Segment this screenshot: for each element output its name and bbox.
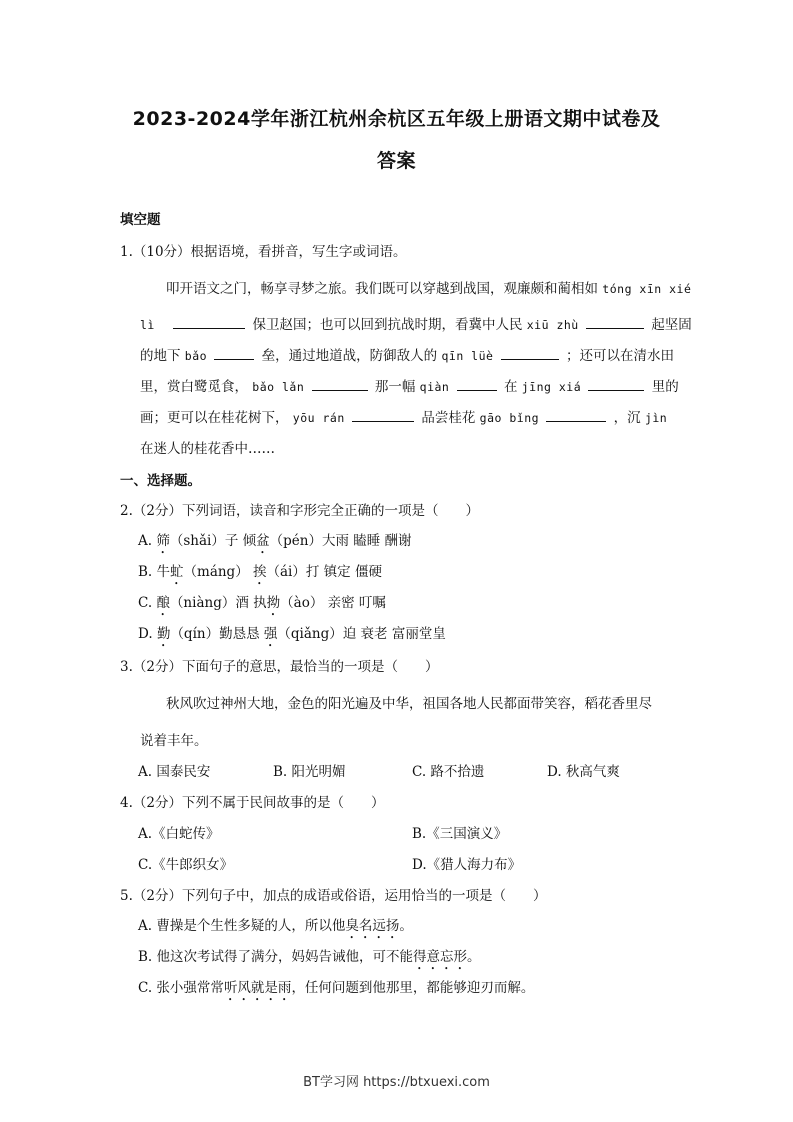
q1-pinyin: gāo bǐng: [479, 411, 540, 425]
option-text: （qiǎng）迫 衰老 富丽堂皇: [277, 626, 446, 642]
q1-answer-blank[interactable]: [312, 378, 368, 391]
q1-text: ；还可以在清水田: [566, 348, 675, 364]
q1-text: 那一幅: [374, 379, 416, 395]
site-footer[interactable]: BT学习网 https://btxuexi.com: [303, 1075, 490, 1090]
q5-option-a[interactable]: [138, 914, 413, 942]
dotted-char: 筛: [156, 533, 170, 549]
q1-passage-line2: [140, 313, 692, 333]
q1-passage-line4: [140, 375, 679, 395]
doc-title-line1: 2023-2024学年浙江杭州余杭区五年级上册语文期中试卷及: [132, 108, 661, 130]
q5-option-b[interactable]: [138, 945, 481, 973]
q1-stem: 1.（10分）根据语境，看拼音，写生字或词语。: [120, 244, 407, 260]
option-text: （pén）大雨 瞌睡 酬谢: [269, 533, 412, 549]
q1-text: 起坚固: [651, 317, 692, 333]
option-letter: C.: [138, 595, 157, 611]
option-text: A. 曹操是个生性多疑的人，所以他: [138, 918, 346, 934]
dotted-char: 挨: [253, 564, 267, 580]
q4-option-b[interactable]: B.《三国演义》: [412, 826, 508, 842]
dotted-phrase: 得意忘形: [413, 949, 468, 965]
option-letter: B. 牛: [138, 564, 171, 580]
option-text: C. 张小强常常: [138, 980, 224, 996]
option-text: 。: [399, 918, 413, 934]
q1-text: 垒，通过地道战，防御敌人的: [261, 348, 438, 364]
q1-answer-blank[interactable]: [173, 316, 245, 329]
q2-option-a[interactable]: [138, 529, 412, 557]
dotted-char: 拗: [266, 595, 281, 611]
option-letter: D.: [138, 626, 157, 642]
q1-pinyin: yōu rán: [292, 411, 345, 425]
section-choice-heading: 一、选择题。: [120, 473, 201, 489]
q1-pinyin: xiū zhù: [526, 318, 579, 332]
option-text: （ái）打 镇定 僵硬: [266, 564, 382, 580]
doc-title-line2: 答案: [376, 150, 416, 172]
q3-option-a[interactable]: A. 国泰民安: [138, 764, 211, 780]
option-text: 。: [467, 949, 481, 965]
q1-passage-line6: 在迷人的桂花香中……: [140, 441, 275, 457]
dotted-char: 勤: [156, 626, 171, 642]
q1-text: ，沉: [613, 410, 641, 426]
q1-text: 在: [503, 379, 518, 395]
q1-text: 的地下: [140, 348, 181, 364]
q1-passage-line3: [140, 344, 674, 364]
option-text: ，任何问题到他那里，都能够迎刃而解。: [291, 980, 535, 996]
q1-answer-blank[interactable]: [214, 347, 254, 360]
q1-answer-blank[interactable]: [352, 409, 414, 422]
q2-option-c[interactable]: [138, 591, 386, 619]
q1-text: 品尝桂花: [421, 410, 476, 426]
q5-option-c[interactable]: [138, 976, 534, 1004]
option-text: （máng）: [183, 564, 253, 580]
q3-option-c[interactable]: C. 路不拾遗: [412, 764, 485, 780]
q1-answer-blank[interactable]: [586, 316, 644, 329]
q2-option-b[interactable]: [138, 560, 382, 588]
q1-passage-line1: [166, 277, 691, 297]
q1-answer-blank[interactable]: [501, 347, 559, 360]
option-text: （shǎi）子 倾: [169, 533, 257, 549]
dotted-char: 强: [263, 626, 278, 642]
option-letter: A.: [138, 533, 157, 549]
q1-text: 里的: [651, 379, 679, 395]
q1-text: 画；更可以在桂花树下，: [140, 410, 289, 426]
dotted-char: 酿: [156, 595, 170, 611]
q1-text: 叩开语文之门，畅享寻梦之旅。我们既可以穿越到战国，观廉颇和蔺相如: [166, 281, 598, 297]
q4-stem: 4.（2分）下列不属于民间故事的是（ ）: [120, 795, 385, 811]
q1-answer-blank[interactable]: [546, 409, 606, 422]
option-text: （ào） 亲密 叮嘱: [280, 595, 386, 611]
q4-option-a[interactable]: A.《白蛇传》: [138, 826, 220, 842]
q1-pinyin: bǎo: [184, 349, 208, 363]
q1-pinyin: tóng xīn xié: [602, 282, 692, 296]
q1-pinyin: jìn: [644, 411, 668, 425]
q4-option-d[interactable]: D.《猎人海力布》: [412, 857, 522, 873]
q3-stem: 3.（2分）下面句子的意思，最恰当的一项是（ ）: [120, 659, 439, 675]
dotted-phrase: 臭名远扬: [345, 918, 400, 934]
q1-pinyin: lì: [140, 318, 155, 332]
option-text: （niàng）酒 执: [169, 595, 267, 611]
q2-stem: 2.（2分）下列词语，读音和字形完全正确的一项是（ ）: [120, 503, 479, 519]
q1-text: 里，赏白鹭觅食，: [140, 379, 248, 395]
dotted-phrase: 听风就是雨: [223, 980, 292, 996]
q1-pinyin: bǎo lǎn: [252, 380, 305, 394]
q1-answer-blank[interactable]: [588, 378, 644, 391]
q1-passage-line5: [140, 406, 667, 426]
q3-option-d[interactable]: D. 秋高气爽: [547, 764, 620, 780]
q3-passage-line1: 秋风吹过神州大地，金色的阳光遍及中华，祖国各地人民都面带笑容，稻花香里尽: [166, 696, 652, 712]
dotted-char: 盆: [256, 533, 270, 549]
option-text: B. 他这次考试得了满分，妈妈告诫他，可不能: [138, 949, 414, 965]
q3-option-b[interactable]: B. 阳光明媚: [273, 764, 346, 780]
q1-text: 保卫赵国；也可以回到抗战时期，看冀中人民: [252, 317, 523, 333]
section-fill-heading: 填空题: [120, 212, 161, 228]
q1-pinyin: qiàn: [419, 380, 450, 394]
q5-stem: 5.（2分）下列句子中，加点的成语或俗语，运用恰当的一项是（ ）: [120, 888, 547, 904]
q4-option-c[interactable]: C.《牛郎织女》: [138, 857, 234, 873]
q3-passage-line2: 说着丰年。: [140, 733, 208, 749]
option-text: （qín）勤恳恳: [170, 626, 264, 642]
q1-answer-blank[interactable]: [457, 378, 497, 391]
q1-pinyin: jīng xiá: [521, 380, 582, 394]
q1-pinyin: qīn lüè: [441, 349, 494, 363]
dotted-char: 虻: [170, 564, 184, 580]
q2-option-d[interactable]: [138, 622, 446, 650]
